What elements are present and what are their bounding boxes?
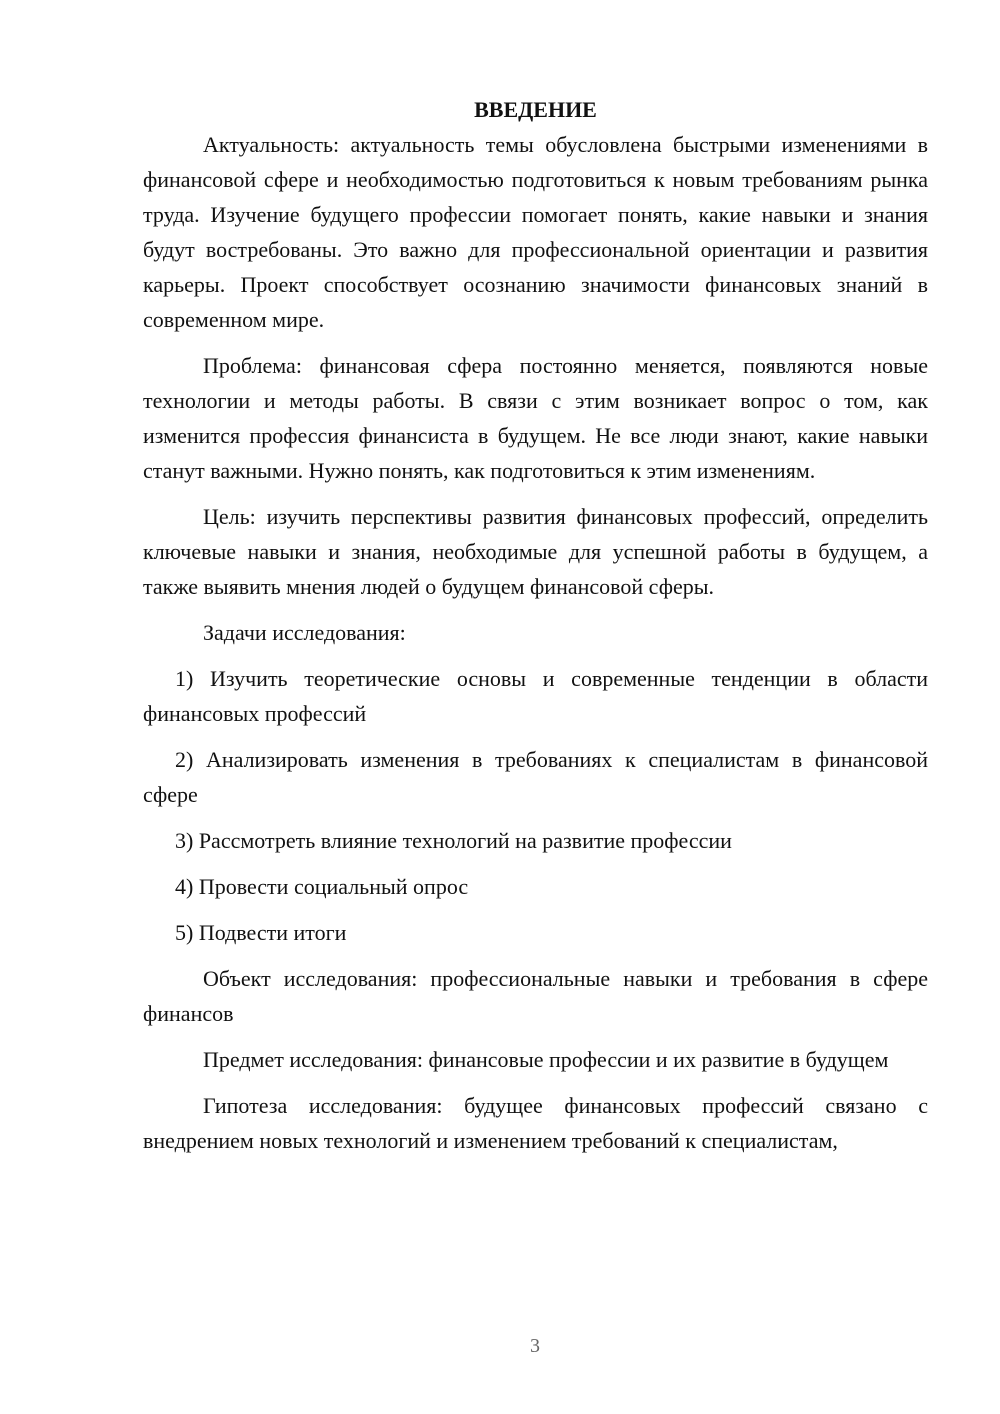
tasks-title: Задачи исследования: — [203, 620, 406, 645]
task-item-2: 2) Анализировать изменения в требованиях к специалистам в финансовой сфере — [143, 747, 928, 807]
problem-paragraph: Проблема: финансовая сфера постоянно меняется, появляются новые технологии и методы работы. В связи с этим возникает вопрос о том, как изменится профессия финансиста в будущем. Не все люди знают, какие навыки станут важными. Нужно понять, как подготовиться к этим изменениям. — [143, 353, 928, 483]
goal-paragraph: Цель: изучить перспективы развития финансовых профессий, определить ключевые навыки и знания, необходимые для успешной работы в будущем, а также выявить мнения людей о будущем финансовой сферы. — [143, 504, 928, 599]
task-item-3: 3) Рассмотреть влияние технологий на развитие профессии — [175, 828, 732, 853]
relevance-paragraph: Актуальность: актуальность темы обусловлена быстрыми изменениями в финансовой сфере и необходимостью подготовиться к новым требованиям рынка труда. Изучение будущего профессии помогает понять, какие навыки и знания будут востребованы. Это важно для профессиональной ориентации и развития карьеры. Проект способствует осознанию значимости финансовых знаний в современном мире. — [143, 132, 928, 332]
task-item-1: 1) Изучить теоретические основы и современные тенденции в области финансовых профессий — [143, 666, 928, 726]
task-item-5: 5) Подвести итоги — [175, 920, 347, 945]
task-item-4: 4) Провести социальный опрос — [175, 874, 469, 899]
object-paragraph: Объект исследования: профессиональные навыки и требования в сфере финансов — [143, 966, 928, 1026]
hypothesis-paragraph: Гипотеза исследования: будущее финансовых профессий связано с внедрением новых технологий и изменением требований к специалистам, — [143, 1093, 928, 1153]
page-number: 3 — [530, 1335, 540, 1357]
section-heading: ВВЕДЕНИЕ — [474, 97, 597, 122]
subject-paragraph: Предмет исследования: финансовые профессии и их развитие в будущем — [203, 1047, 889, 1072]
document-page — [143, 92, 928, 1158]
